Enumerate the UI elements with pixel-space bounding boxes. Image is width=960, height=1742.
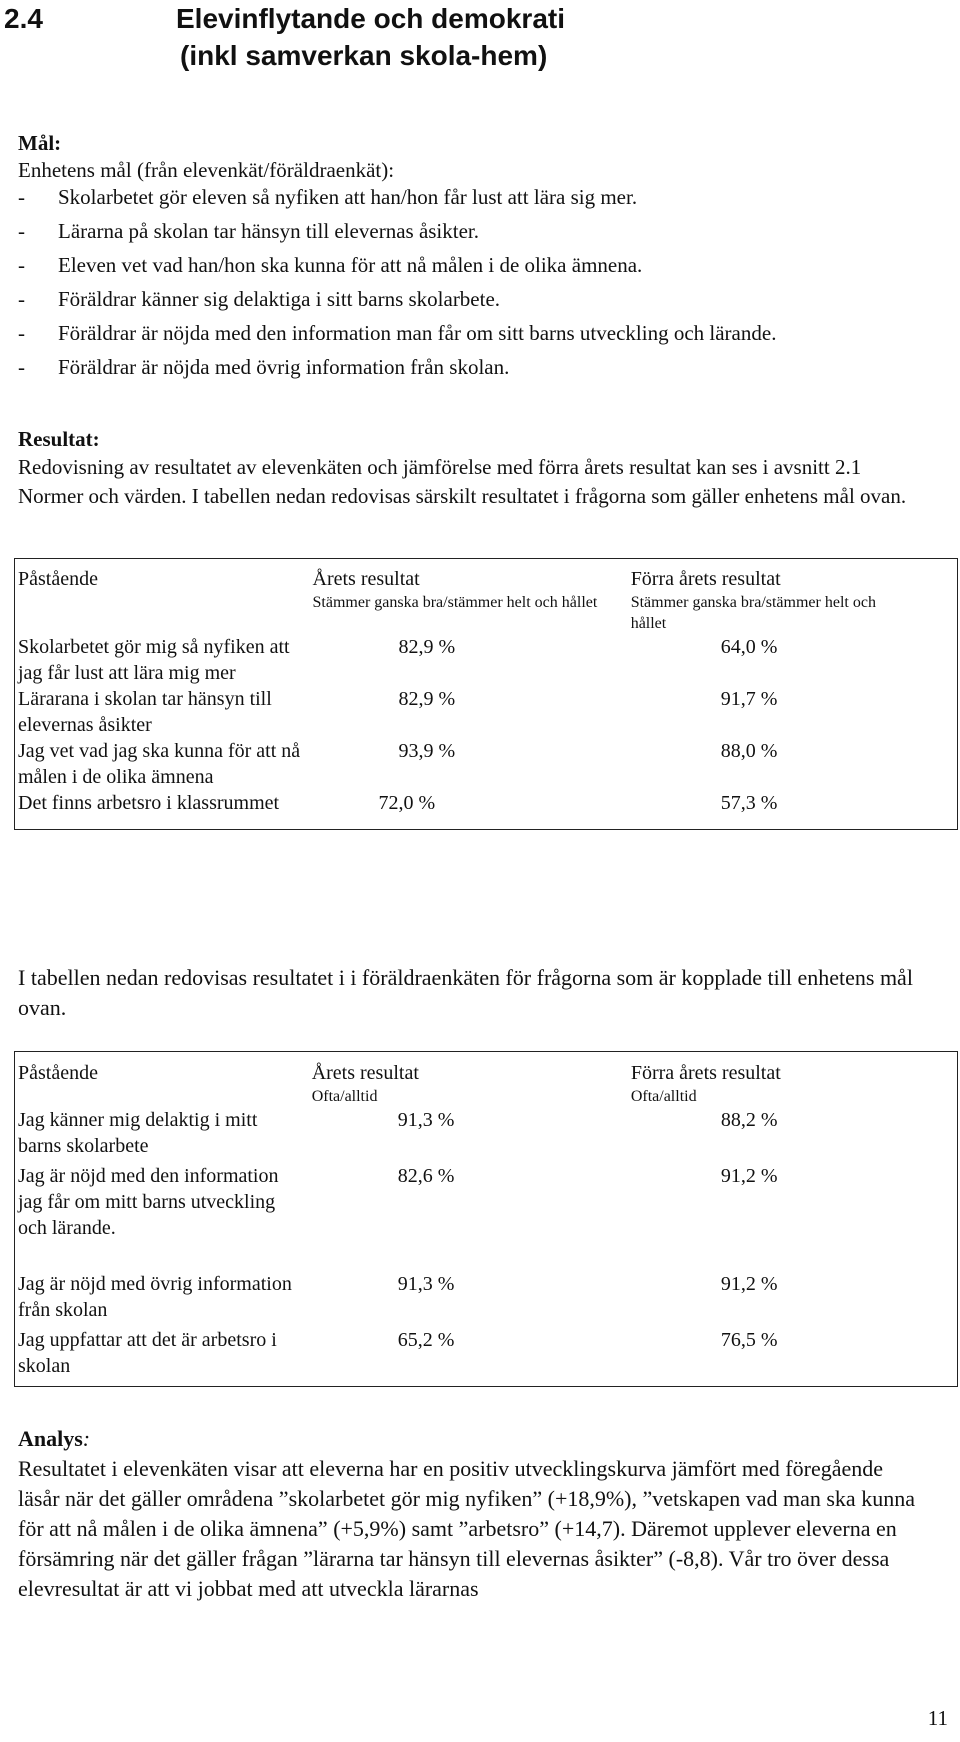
goal-item: - Lärarna på skolan tar hänsyn till elevernas åsikter. (18, 219, 480, 243)
goal-item: - Föräldrar är nöjda med den information man får om sitt barns utveckling och lärande. (18, 321, 777, 345)
parent-intro: I tabellen nedan redovisas resultatet i i föräldraenkäten för frågorna som är kopplade till enhetens mål ovan. (18, 965, 913, 1020)
goals-list (18, 184, 948, 381)
page-number: 11 (927, 1706, 948, 1730)
section-heading (4, 0, 565, 74)
analysis-heading: Analys: (18, 1426, 91, 1451)
analysis-section (18, 1424, 948, 1604)
table-row: Jag känner mig delaktig i mitt barns skolarbete 91,3 % 88,2 % (18, 1109, 778, 1157)
table-row: Skolarbetet gör mig så nyfiken att jag får lust att lära mig mer 82,9 % 64,0 % (18, 636, 778, 684)
table-row: Jag är nöjd med övrig information från skolan 91,3 % 91,2 % (18, 1273, 778, 1321)
parent-results-table (18, 1060, 954, 1379)
header-previous: Förra årets resultat Ofta/alltid (630, 1062, 781, 1105)
goals-label: Mål: (18, 131, 62, 155)
result-label: Resultat: (18, 427, 100, 451)
header-statement: Påstående (18, 568, 98, 590)
result-section (18, 426, 948, 511)
goal-item: - Föräldrar är nöjda med övrig information från skolan. (18, 355, 510, 379)
section-title-line1: Elevinflytande och demokrati (176, 3, 565, 34)
table-row: Det finns arbetsro i klassrummet 72,0 % 57,3 % (18, 792, 778, 814)
section-title-line2: (inkl samverkan skola-hem) (180, 40, 548, 71)
table-header-row (18, 1060, 954, 1107)
analysis-text: Resultatet i elevenkäten visar att eleverna har en positiv utvecklingskurva jämfört med föregående läsår när det gäller områdena ”skolarbetet gör mig nyfiken” (+18,9%), ”vetskapen vad man ska kunna för att nå målen i de olika ämnena” (+5,9%) samt ”arbetsro” (+14,7). Däremot upplever eleverna en försämring när det gäller frågan ”lärarna tar hänsyn till elevernas åsikter” (-8,8). Vår tro över dessa elevresultat är att vi jobbat med att utveckla lärarnas (18, 1456, 915, 1601)
student-results-table (18, 566, 954, 816)
table-row: Jag vet vad jag ska kunna för att nå målen i de olika ämnena 93,9 % 88,0 % (18, 740, 778, 788)
table-header-row (18, 566, 954, 634)
table-row: Jag är nöjd med den information jag får om mitt barns utveckling och lärande. 82,6 % 91,2 % (18, 1165, 778, 1239)
goal-item: - Skolarbetet gör eleven så nyfiken att han/hon får lust att lära sig mer. (18, 185, 638, 209)
table-row: Jag uppfattar att det är arbetsro i skolan 65,2 % 76,5 % (18, 1329, 778, 1377)
header-current: Årets resultat Ofta/alltid (311, 1062, 419, 1105)
header-current: Årets resultat Stämmer ganska bra/stämmer helt och hållet (312, 568, 598, 611)
goal-item: - Eleven vet vad han/hon ska kunna för att nå målen i de olika ämnena. (18, 253, 643, 277)
header-previous: Förra årets resultat Stämmer ganska bra/stämmer helt och hållet (630, 568, 876, 632)
result-text: Redovisning av resultatet av elevenkäten och jämförelse med förra årets resultat kan ses i avsnitt 2.1 Normer och värden. I tabellen nedan redovisas särskilt resultatet i frågorna som gäller enhetens mål ovan. (18, 455, 907, 508)
goals-intro: Enhetens mål (från elevenkät/föräldraenkät): (18, 158, 395, 182)
header-statement: Påstående (18, 1062, 98, 1084)
table-row: Lärarana i skolan tar hänsyn till elevernas åsikter 82,9 % 91,7 % (18, 688, 778, 736)
goal-item: - Föräldrar känner sig delaktiga i sitt barns skolarbete. (18, 287, 501, 311)
goals-section (18, 130, 948, 388)
section-number: 2.4 (4, 3, 43, 34)
